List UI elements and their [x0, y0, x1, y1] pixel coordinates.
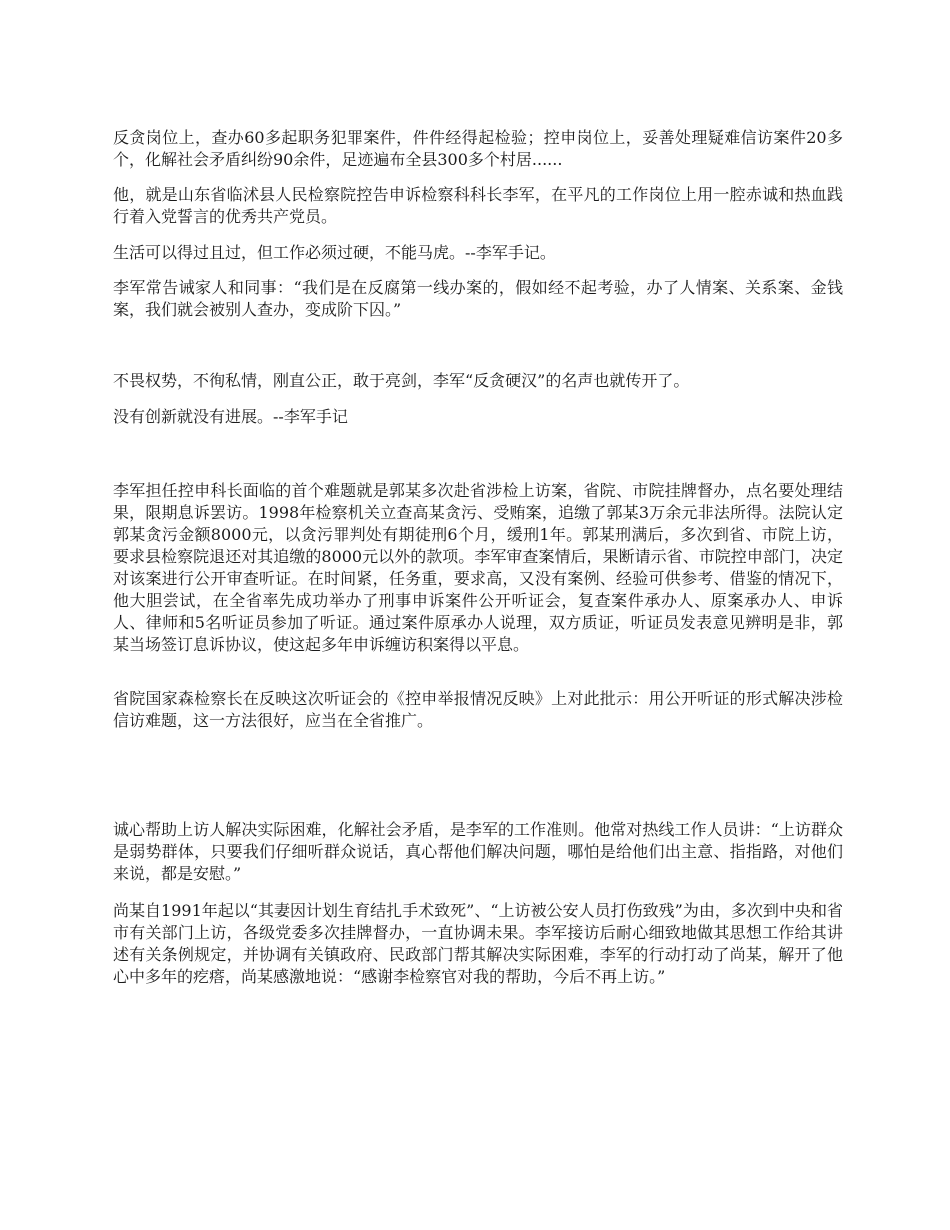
paragraph-work-principle: 诚心帮助上访人解决实际困难，化解社会矛盾，是李军的工作准则。他常对热线工作人员讲：“上访群众是弱势群体，只要我们仔细听群众说话，真心帮他们解决问题，哪怕是给他们出主意、指指路，对他们来说，都是安慰。”: [113, 820, 843, 883]
paragraph-warning-quote: 李军常告诫家人和同事：“我们是在反腐第一线办案的，假如经不起考验，办了人情案、关系案、金钱案，我们就会被别人查办，变成阶下囚。”: [113, 278, 843, 319]
paragraph-shang-case: 尚某自1991年起以“其妻因计划生育结扎手术致死”、“上访被公安人员打伤致残”为由，多次到中央和省市有关部门上访，各级党委多次挂牌督办，一直协调未果。李军接访后耐心细致地做其思想工作给其讲述有关条例规定，并协调有关镇政府、民政部门帮其解决实际困难，李军的行动打动了尚某，解开了他心中多年的疙瘩，尚某感激地说：“感谢李检察官对我的帮助，今后不再上访。”: [113, 901, 843, 986]
paragraph-intro-achievements: 反贪岗位上，查办60多起职务犯罪案件，件件经得起检验；控申岗位上，妥善处理疑难信访案件20多个，化解社会矛盾纠纷90余件，足迹遍布全县300多个村居......: [113, 128, 843, 169]
paragraph-guo-case: 李军担任控申科长面临的首个难题就是郭某多次赴省涉检上访案，省院、市院挂牌督办，点名要处理结果，限期息诉罢访。1998年检察机关立查高某贪污、受贿案，追缴了郭某3万余元非法所得。法院认定郭某贪污金额8000元，以贪污罪判处有期徒刑6个月，缓刑1年。郭某刑满后，多次到省、市院上访，要求县检察院退还对其追缴的8000元以外的款项。李军审查案情后，果断请示省、市院控申部门，决定对该案进行公开审查听证。在时间紧，任务重，要求高，又没有案例、经验可供参考、借鉴的情况下，他大胆尝试，在全省率先成功举办了刑事申诉案件公开听证会，复查案件承办人、原案承办人、申诉人、律师和5名听证员参加了听证。通过案件原承办人说理，双方质证，听证员发表意见辨明是非，郭某当场签订息诉协议，使这起多年申诉缠访积案得以平息。: [113, 481, 843, 654]
paragraph-procurator-instruction: 省院国家森检察长在反映这次听证会的《控申举报情况反映》上对此批示：用公开听证的形式解决涉检信访难题，这一方法很好，应当在全省推广。: [113, 689, 843, 730]
paragraph-quote-notes-1: 生活可以得过且过，但工作必须过硬，不能马虎。--李军手记。: [113, 243, 556, 262]
paragraph-quote-notes-2: 没有创新就没有进展。--李军手记: [113, 407, 348, 426]
paragraph-introduction-li-jun: 他，就是山东省临沭县人民检察院控告申诉检察科科长李军，在平凡的工作岗位上用一腔赤诚和热血践行着入党誓言的优秀共产党员。: [113, 185, 843, 226]
paragraph-anti-corruption-reputation: 不畏权势，不徇私情，刚直公正，敢于亮剑，李军“反贪硬汉”的名声也就传开了。: [113, 371, 690, 390]
